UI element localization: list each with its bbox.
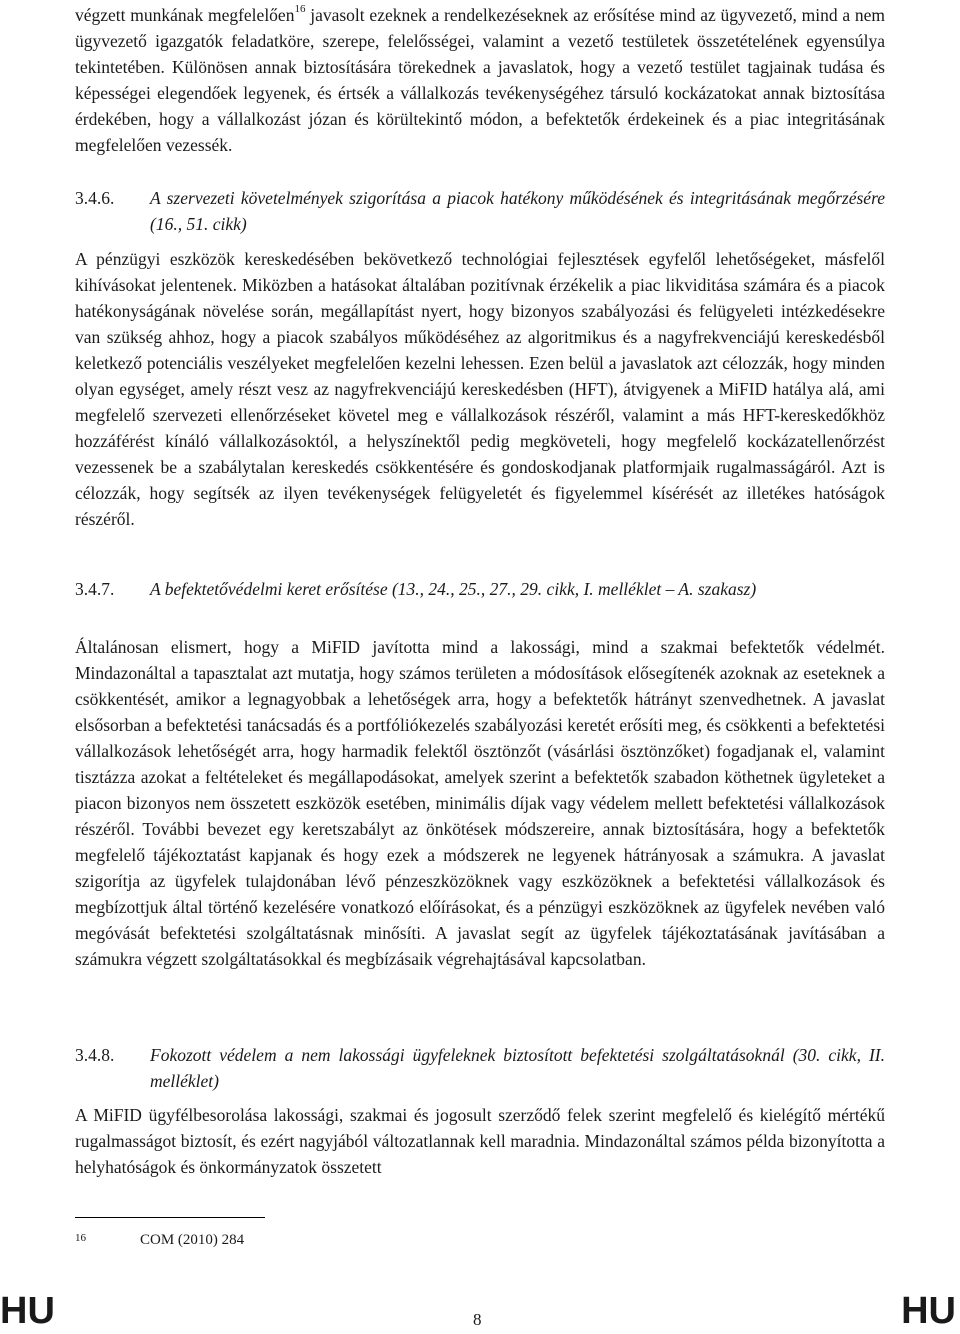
section-title: Fokozott védelem a nem lakossági ügyfeleknek biztosított befektetési szolgáltatásoknál (30. cikk, II. melléklet) [150, 1045, 885, 1091]
paragraph-intro [75, 2, 885, 158]
paragraph-intro-text-a: végzett munkának megfelelően [75, 5, 295, 25]
paragraph-intro-text-b: javasolt ezeknek a rendelkezéseknek az erősítése mind az ügyvezető, mind a nem ügyvezető igazgatók feladatköre, szerepe, felelősségei, valamint a vezető testületek összetételének egyensúlya tekintetében. Különösen annak biztosítására törekednek a javaslatok, hogy a vezető testület tagjainak tudása és képességei elegendőek legyenek, és értsék a vállalkozás tevékenységéhez társuló kockázatokat annak biztosítása érdekében, hogy a vállalkozást józan és körültekintő módon, a befektetők érdekeinek és a piac integritásának megfelelően vezessék. [75, 5, 885, 155]
section-number: 3.4.6. [75, 188, 115, 208]
section-heading-3-4-6 [75, 185, 885, 237]
section-heading-3-4-7 [75, 576, 885, 602]
language-code-left: HU [0, 1290, 55, 1332]
paragraph-hft: A pénzügyi eszközök kereskedésében bekövetkező technológiai fejlesztések egyfelől lehetőségeket, másfelől kihívásokat jelentenek. Miközben a hatásokat általában pozitívnak érzékelik a piac likviditása számára és a piacok hatékonyságának növelése során, megállapítást nyert, hogy bizonyos szabályozási és felügyeleti intézkedésekre van szükség ahhoz, hogy a piacok szabályos működéséhez az algoritmikus és a nagyfrekvenciájú kereskedésből keletkező potenciális veszélyeket megfelelően kezelni lehessen. Ezen belül a javaslatok azt célozzák, hogy minden olyan egységet, amely részt vesz az nagyfrekvenciájú kereskedésben (HFT), átvigyenek a MiFID hatálya alá, ami megfelelő szervezeti ellenőrzéseket követel meg e vállalkozások részéről, valamint a más HFT-kereskedőkhöz hozzáférést kínáló vállalkozásoktól, a helyszínektől pedig megköveteli, hogy megfelelő kockázatellenőrzést vezessenek be a szabálytalan kereskedés csökkentésére és gondoskodjanak platformjaik rugalmasságáról. Azt is célozzák, hogy segítsék az ilyen tevékenységek felügyeletét és figyelemmel kísérését az illetékes hatóságok részéről. [75, 249, 885, 529]
footnote-number: 16 [75, 1232, 86, 1244]
page-number: 8 [473, 1310, 482, 1329]
section-number: 3.4.7. [75, 579, 115, 599]
paragraph-client-classification: A MiFID ügyfélbesorolása lakossági, szakmai és jogosult szerződő felek szerint megfelelő és kielégítő mértékű rugalmasságot biztosít, és ezért nagyjából változatlannak kell maradnia. Mindazonáltal számos példa bizonyította a helyhatóságok és önkormányzatok összetett [75, 1105, 885, 1177]
footnote-separator [75, 1217, 265, 1218]
paragraph-investor-protection: Általánosan elismert, hogy a MiFID javította mind a lakossági, mind a szakmai befektetők védelmét. Mindazonáltal a tapasztalat azt mutatja, hogy számos területen a módosítások elősegítenék azoknak az eseteknek a csökkentését, amikor a legnagyobbak a lehetőségek arra, hogy a befektetők hátrányt szenvedhetnek. A javaslat elsősorban a befektetési tanácsadás és a portfóliókezelés szabályozási keretét erősíti meg, és csökkenti a befektetési vállalkozások lehetőségét arra, hogy harmadik felektől ösztönzőt (vásárlási ösztönzőket) fogadjanak el, valamint tisztázza azokat a feltételeket és megállapodásokat, amelyek szerint a befektetők szabadon köthetnek ügyleteket a piacon bizonyos nem összetett eszközök esetében, minimális díjak vagy védelem mellett befektetési vállalkozások részéről. További bevezet egy keretszabályt az önkötések módszereire, annak biztosítására, hogy a befektetők megfelelő tájékoztatást kapjanak és hogy ezek a módszerek ne legyenek hátrányosak a számukra. A javaslat szigorítja az ügyfelek tulajdonában lévő pénzeszközöknek vagy eszközöknek a befektetési vállalkozások és megbízottjuk által történő kezelésére vonatkozó előírásokat, és a pénzügyi eszközöknek az ügyfelek nevében való megóvását befektetési szolgáltatásnak minősíti. A javaslat segít az ügyfelek tájékoztatásának javításában a számukra végzett szolgáltatásokkal és megbízásaik végrehajtásával kapcsolatban. [75, 637, 885, 969]
section-heading-3-4-8 [75, 1042, 885, 1094]
footnote-text: COM (2010) 284 [140, 1232, 245, 1248]
language-code-right: HU [901, 1290, 956, 1332]
section-number: 3.4.8. [75, 1045, 115, 1065]
section-title: A szervezeti követelmények szigorítása a piacok hatékony működésének és integritásának megőrzésére (16., 51. cikk) [150, 188, 885, 234]
section-title: A befektetővédelmi keret erősítése (13., 24., 25., 27., 29. cikk, I. melléklet – A. szakasz) [150, 579, 757, 599]
footnote [75, 1232, 244, 1249]
footnote-reference[interactable]: 16 [294, 3, 306, 16]
